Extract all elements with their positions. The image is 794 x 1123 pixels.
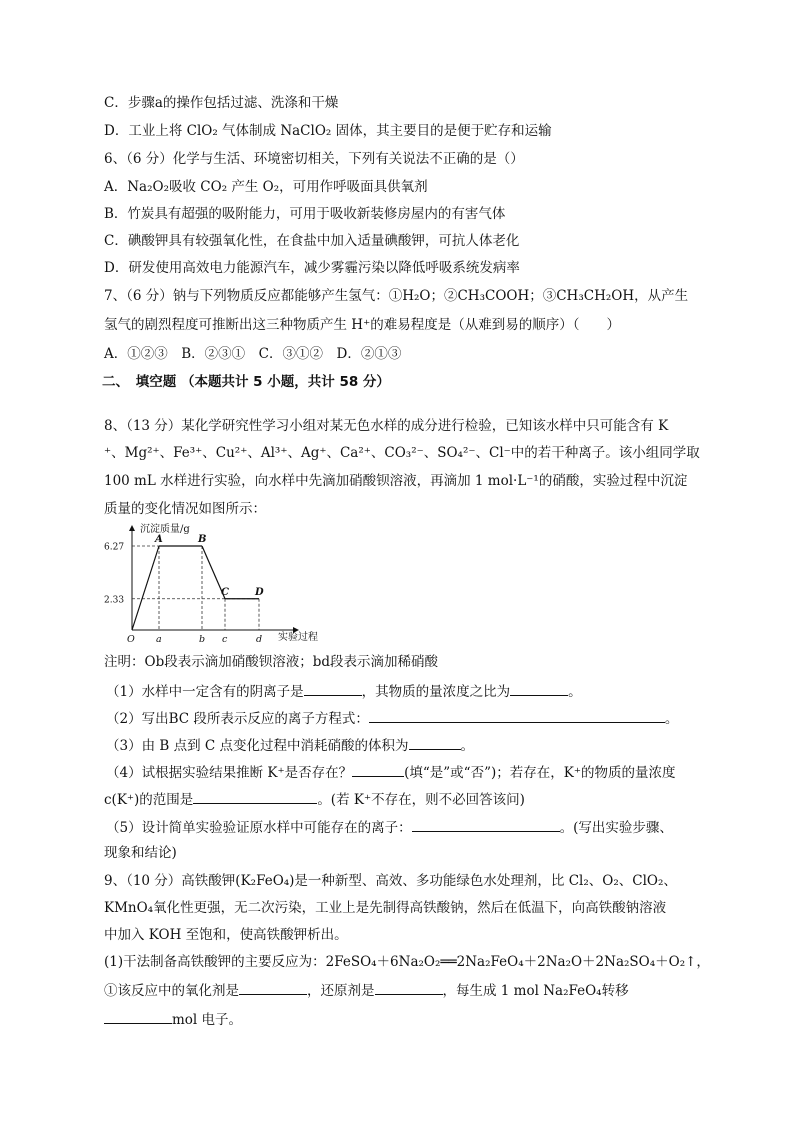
q7-stem-line2: 氢气的剧烈程度可推断出这三种物质产生 H⁺的难易程度是（从难到易的顺序）（ ） [104, 317, 620, 333]
q9-line6 [104, 1009, 242, 1029]
q8-part4-line1 [106, 762, 675, 782]
point-label: D [255, 586, 264, 598]
q5-option-d: D．工业上将 ClO₂ 气体制成 NaClO₂ 固体，其主要目的是便于贮存和运输 [104, 123, 552, 139]
answer-blank[interactable] [375, 980, 443, 995]
q8-part2-text-a: （2）写出BC 段所表示反应的离子方程式： [106, 711, 369, 727]
x-tick-label: a [156, 634, 162, 644]
q8-line3: 100 mL 水样进行实验，向水样中先滴加硝酸钡溶液，再滴加 1 mol·L⁻¹的硝酸，实验过程中沉淀 [104, 473, 688, 489]
q8-part5-text-b: 。(写出实验步骤、 [559, 820, 673, 836]
q8-part3 [106, 735, 474, 755]
y-tick-label: 6.27 [104, 542, 125, 553]
q8-part1-text-b: ，其物质的量浓度之比为 [361, 684, 511, 700]
q7-options: A．①②③ B．②③① C．③①② D．②①③ [104, 346, 402, 362]
x-tick-label: b [199, 634, 206, 644]
answer-blank[interactable] [239, 980, 307, 995]
answer-blank[interactable] [352, 762, 404, 777]
q9-line2: KMnO₄氧化性更强，无二次污染，工业上是先制得高铁酸钠，然后在低温下，向高铁酸钠溶液 [104, 900, 667, 916]
x-tick-label: O [127, 634, 135, 644]
x-tick-label: c [222, 634, 228, 644]
x-axis-label: 实验过程 [278, 632, 318, 643]
q5-option-c: C．步骤a的操作包括过滤、洗涤和干燥 [104, 95, 339, 111]
q8-part1-text-a: （1）水样中一定含有的阴离子是 [106, 684, 304, 700]
q9-line4: (1)干法制备高铁酸钾的主要反应为：2FeSO₄＋6Na₂O₂══2Na₂FeO₄＋2Na₂O＋2Na₂SO₄＋O₂↑， [104, 954, 710, 970]
q8-line2: ⁺、Mg²⁺、Fe³⁺、Cu²⁺、Al³⁺、Ag⁺、Ca²⁺、CO₃²⁻、SO₄²⁻、Cl⁻中的若干种离子。该小组同学取 [104, 445, 700, 461]
answer-blank[interactable] [304, 681, 362, 696]
curve-segment [132, 546, 159, 630]
answer-blank[interactable] [510, 681, 568, 696]
point-label: A [155, 534, 163, 545]
q8-part4-text-a: （4）试根据实验结果推断 K⁺是否存在？ [106, 765, 353, 781]
q8-part2-text-b: 。 [664, 711, 679, 727]
answer-blank[interactable] [369, 708, 665, 723]
q8-part5-text-a: （5）设计简单实验验证原水样中可能存在的离子： [106, 820, 412, 836]
q8-part3-text-a: （3）由 B 点到 C 点变化过程中消耗硝酸的体积为 [106, 738, 409, 754]
q8-part2 [106, 708, 678, 728]
q6-stem: 6、（6 分）化学与生活、环境密切相关，下列有关说法不正确的是（） [104, 151, 524, 167]
q9-line5-text-c: ，每生成 1 mol Na₂FeO₄转移 [442, 983, 629, 999]
y-tick-label: 2.33 [104, 595, 125, 606]
q7-stem-line1: 7、（6 分）钠与下列物质反应都能够产生氢气：①H₂O；②CH₃COOH；③CH₃CH₂OH，从产生 [104, 288, 689, 304]
q6-option-c: C．碘酸钾具有较强氧化性，在食盐中加入适量碘酸钾，可抗人体老化 [104, 233, 520, 249]
x-tick-label: d [256, 634, 263, 644]
q8-line4: 质量的变化情况如图所示： [104, 501, 266, 517]
q8-part3-text-b: 。 [460, 738, 475, 754]
q8-note: 注明：Ob段表示滴加硝酸钡溶液；bd段表示滴加稀硝酸 [104, 654, 438, 670]
q9-line5-text-a: ①该反应中的氧化剂是 [104, 983, 239, 999]
q6-option-a: A．Na₂O₂吸收 CO₂ 产生 O₂，可用作呼吸面具供氧剂 [104, 179, 428, 195]
q8-part4-text-b: (填“是”或“否”)；若存在，K⁺的物质的量浓度 [404, 765, 676, 781]
q8-part4-text-c: c(K⁺)的范围是 [104, 792, 194, 808]
y-axis-label: 沉淀质量/g [140, 524, 190, 535]
q9-line1: 9、（10 分）高铁酸钾(K₂FeO₄)是一种新型、高效、多功能绿色水处理剂，比 Cl₂、O₂、ClO₂、 [104, 873, 677, 889]
q8-part1-text-c: 。 [568, 684, 582, 700]
answer-blank[interactable] [412, 817, 560, 832]
section-heading: 二、 填空题 （本题共计 5 小题，共计 58 分） [102, 374, 390, 390]
q9-line3: 中加入 KOH 至饱和，使高铁酸钾析出。 [104, 927, 348, 943]
q8-part4-line2 [104, 789, 525, 809]
q9-line6-text: mol 电子。 [172, 1012, 243, 1028]
q8-line1: 8、（13 分）某化学研究性学习小组对某无色水样的成分进行检验，已知该水样中只可能含有 K [104, 418, 669, 434]
q6-option-d: D．研发使用高效电力能源汽车，减少雾霾污染以降低呼吸系统发病率 [104, 260, 520, 276]
q9-line5 [104, 980, 629, 1000]
q8-part1 [106, 681, 582, 701]
q8-part5-line2: 现象和结论) [104, 845, 177, 861]
precipitate-mass-chart [100, 520, 336, 644]
q6-option-b: B．竹炭具有超强的吸附能力，可用于吸收新装修房屋内的有害气体 [104, 206, 506, 222]
answer-blank[interactable] [409, 735, 461, 750]
q8-part5-line1 [106, 817, 673, 837]
q8-part4-text-d: 。(若 K⁺不存在，则不必回答该问) [317, 792, 525, 808]
answer-blank[interactable] [104, 1009, 172, 1024]
q9-line5-text-b: ，还原剂是 [307, 983, 375, 999]
answer-blank[interactable] [193, 789, 317, 804]
point-label: C [221, 586, 229, 598]
point-label: B [198, 534, 207, 545]
